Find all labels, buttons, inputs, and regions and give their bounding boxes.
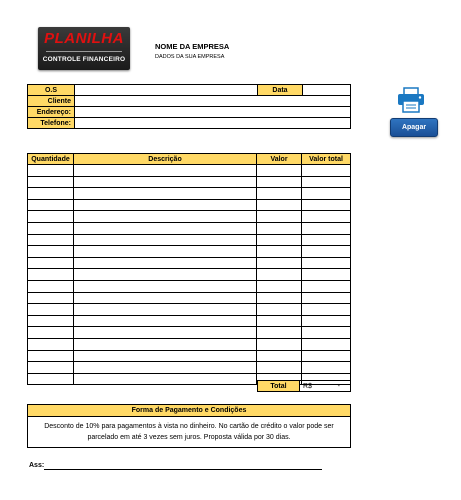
data-label: Data bbox=[258, 85, 303, 96]
total-value-cell bbox=[300, 381, 351, 392]
valor-cell[interactable] bbox=[257, 222, 302, 234]
company-name: NOME DA EMPRESA bbox=[155, 42, 230, 51]
table-row bbox=[28, 165, 351, 177]
descricao-cell[interactable] bbox=[74, 304, 257, 316]
table-row bbox=[28, 211, 351, 223]
total-value: - bbox=[337, 382, 340, 390]
quantidade-cell[interactable] bbox=[28, 211, 74, 223]
info-row-os bbox=[28, 85, 351, 96]
os-label: O.S bbox=[28, 85, 75, 96]
valor-cell[interactable] bbox=[257, 327, 302, 339]
valor-total-cell[interactable] bbox=[302, 304, 351, 316]
payment-box bbox=[27, 404, 351, 448]
table-row bbox=[28, 362, 351, 374]
descricao-cell[interactable] bbox=[74, 327, 257, 339]
table-row bbox=[28, 304, 351, 316]
quantidade-cell[interactable] bbox=[28, 373, 74, 385]
valor-total-cell[interactable] bbox=[302, 327, 351, 339]
endereco-cell[interactable] bbox=[75, 107, 351, 118]
quantidade-cell[interactable] bbox=[28, 176, 74, 188]
quantidade-cell[interactable] bbox=[28, 280, 74, 292]
company-data: DADOS DA SUA EMPRESA bbox=[155, 54, 225, 60]
payment-text: Desconto de 10% para pagamentos à vista no dinheiro. No cartão de crédito o valor pode ser parcelado em até 3 vezes sem juros. Proposta válida por 30 dias. bbox=[44, 423, 334, 441]
quantidade-cell[interactable] bbox=[28, 188, 74, 200]
descricao-cell[interactable] bbox=[74, 373, 257, 385]
valor-cell[interactable] bbox=[257, 304, 302, 316]
payment-title: Forma de Pagamento e Condições bbox=[28, 405, 350, 417]
total-label: Total bbox=[258, 381, 300, 392]
valor-total-cell[interactable] bbox=[302, 199, 351, 211]
table-row bbox=[28, 222, 351, 234]
valor-cell[interactable] bbox=[257, 176, 302, 188]
quantidade-cell[interactable] bbox=[28, 292, 74, 304]
descricao-cell[interactable] bbox=[74, 188, 257, 200]
items-header-row bbox=[28, 154, 351, 165]
logo-subtitle: CONTROLE FINANCEIRO bbox=[42, 56, 126, 63]
descricao-cell[interactable] bbox=[74, 269, 257, 281]
valor-cell[interactable] bbox=[257, 350, 302, 362]
quantidade-cell[interactable] bbox=[28, 234, 74, 246]
table-row bbox=[28, 199, 351, 211]
logo-title: PLANILHA bbox=[44, 30, 124, 47]
apagar-button[interactable]: Apagar bbox=[390, 118, 438, 137]
quantidade-cell[interactable] bbox=[28, 315, 74, 327]
items-table bbox=[27, 153, 351, 385]
table-row bbox=[28, 350, 351, 362]
valor-total-cell[interactable] bbox=[302, 350, 351, 362]
valor-total-cell[interactable] bbox=[302, 165, 351, 177]
descricao-cell[interactable] bbox=[74, 338, 257, 350]
valor-cell[interactable] bbox=[257, 338, 302, 350]
descricao-cell[interactable] bbox=[74, 176, 257, 188]
table-row bbox=[28, 257, 351, 269]
descricao-cell[interactable] bbox=[74, 199, 257, 211]
valor-cell[interactable] bbox=[257, 362, 302, 374]
valor-cell[interactable] bbox=[257, 211, 302, 223]
valor-total-cell[interactable] bbox=[302, 257, 351, 269]
descricao-cell[interactable] bbox=[74, 165, 257, 177]
valor-cell[interactable] bbox=[257, 257, 302, 269]
header-quantidade: Quantidade bbox=[28, 154, 74, 165]
quantidade-cell[interactable] bbox=[28, 338, 74, 350]
valor-cell[interactable] bbox=[257, 315, 302, 327]
valor-cell[interactable] bbox=[257, 269, 302, 281]
valor-cell[interactable] bbox=[257, 188, 302, 200]
logo bbox=[38, 27, 130, 70]
quantidade-cell[interactable] bbox=[28, 304, 74, 316]
logo-divider bbox=[46, 51, 122, 52]
info-row-cliente bbox=[28, 96, 351, 107]
telefone-label: Telefone: bbox=[28, 118, 75, 129]
valor-total-cell[interactable] bbox=[302, 315, 351, 327]
quantidade-cell[interactable] bbox=[28, 350, 74, 362]
table-row bbox=[28, 338, 351, 350]
descricao-cell[interactable] bbox=[74, 362, 257, 374]
cliente-label: Cliente bbox=[28, 96, 75, 107]
signature-line bbox=[44, 469, 322, 470]
table-row bbox=[28, 176, 351, 188]
valor-total-cell[interactable] bbox=[302, 188, 351, 200]
quantidade-cell[interactable] bbox=[28, 222, 74, 234]
data-cell[interactable] bbox=[303, 85, 351, 96]
header-valor: Valor bbox=[257, 154, 302, 165]
quantidade-cell[interactable] bbox=[28, 199, 74, 211]
valor-cell[interactable] bbox=[257, 234, 302, 246]
os-cell[interactable] bbox=[75, 85, 258, 96]
table-row bbox=[28, 280, 351, 292]
cliente-cell[interactable] bbox=[75, 96, 351, 107]
header-valor-total: Valor total bbox=[302, 154, 351, 165]
info-row-telefone bbox=[28, 118, 351, 129]
valor-total-cell[interactable] bbox=[302, 280, 351, 292]
valor-total-cell[interactable] bbox=[302, 176, 351, 188]
valor-cell[interactable] bbox=[257, 165, 302, 177]
telefone-cell[interactable] bbox=[75, 118, 351, 129]
valor-total-cell[interactable] bbox=[302, 246, 351, 258]
valor-total-cell[interactable] bbox=[302, 292, 351, 304]
valor-cell[interactable] bbox=[257, 199, 302, 211]
table-row bbox=[28, 234, 351, 246]
descricao-cell[interactable] bbox=[74, 315, 257, 327]
table-row bbox=[28, 246, 351, 258]
descricao-cell[interactable] bbox=[74, 280, 257, 292]
table-row bbox=[28, 292, 351, 304]
descricao-cell[interactable] bbox=[74, 292, 257, 304]
valor-cell[interactable] bbox=[257, 292, 302, 304]
valor-total-cell[interactable] bbox=[302, 211, 351, 223]
items-body bbox=[28, 165, 351, 385]
table-row bbox=[28, 188, 351, 200]
signature-label: Ass: bbox=[29, 462, 45, 469]
descricao-cell[interactable] bbox=[74, 246, 257, 258]
table-row bbox=[28, 269, 351, 281]
total-row bbox=[258, 381, 351, 392]
valor-total-cell[interactable] bbox=[302, 222, 351, 234]
valor-cell[interactable] bbox=[257, 280, 302, 292]
info-row-endereco bbox=[28, 107, 351, 118]
descricao-cell[interactable] bbox=[74, 234, 257, 246]
quantidade-cell[interactable] bbox=[28, 257, 74, 269]
quantidade-cell[interactable] bbox=[28, 165, 74, 177]
descricao-cell[interactable] bbox=[74, 222, 257, 234]
valor-total-cell[interactable] bbox=[302, 362, 351, 374]
printer-icon[interactable] bbox=[396, 87, 426, 113]
quantidade-cell[interactable] bbox=[28, 362, 74, 374]
valor-total-cell[interactable] bbox=[302, 269, 351, 281]
total-table bbox=[257, 380, 351, 392]
descricao-cell[interactable] bbox=[74, 350, 257, 362]
descricao-cell[interactable] bbox=[74, 211, 257, 223]
total-currency: R$ bbox=[303, 382, 312, 390]
quantidade-cell[interactable] bbox=[28, 269, 74, 281]
header-descricao: Descrição bbox=[74, 154, 257, 165]
quantidade-cell[interactable] bbox=[28, 246, 74, 258]
valor-cell[interactable] bbox=[257, 246, 302, 258]
quantidade-cell[interactable] bbox=[28, 327, 74, 339]
valor-total-cell[interactable] bbox=[302, 338, 351, 350]
table-row bbox=[28, 327, 351, 339]
table-row bbox=[28, 315, 351, 327]
info-table bbox=[27, 84, 351, 129]
descricao-cell[interactable] bbox=[74, 257, 257, 269]
endereco-label: Endereço: bbox=[28, 107, 75, 118]
valor-total-cell[interactable] bbox=[302, 234, 351, 246]
